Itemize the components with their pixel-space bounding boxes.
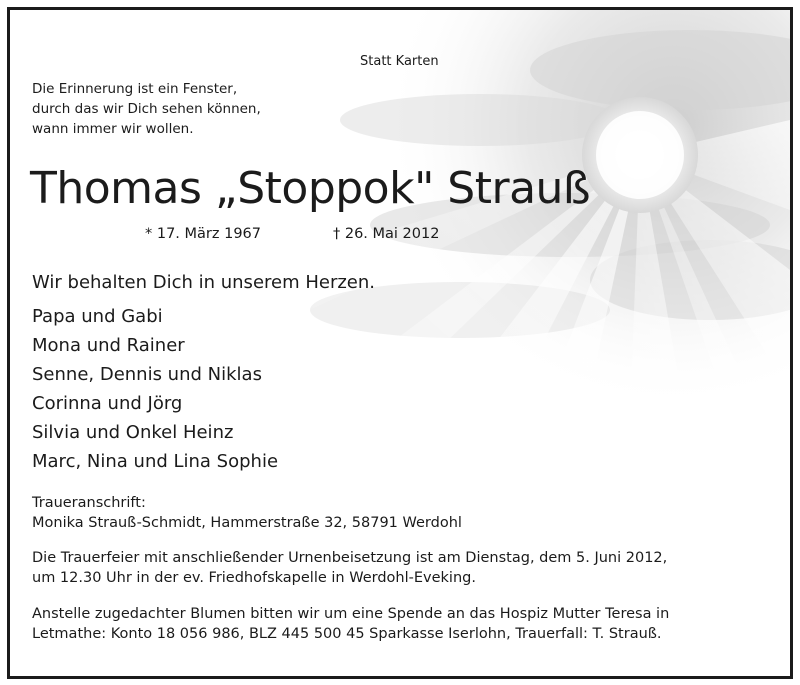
service-line: Die Trauerfeier mit anschließender Urnenbeisetzung ist am Dienstag, dem 5. Juni 2012, bbox=[32, 550, 668, 566]
mourners-list bbox=[32, 302, 278, 476]
quote-line: Die Erinnerung ist ein Fenster, bbox=[32, 81, 238, 97]
donation-line: Letmathe: Konto 18 056 986, BLZ 445 500 45 Sparkasse Iserlohn, Trauerfall: T. Strauß. bbox=[32, 626, 662, 642]
address-value: Monika Strauß-Schmidt, Hammerstraße 32, 58791 Werdohl bbox=[32, 515, 462, 531]
service-line: um 12.30 Uhr in der ev. Friedhofskapelle in Werdohl-Eveking. bbox=[32, 570, 476, 586]
donation-request bbox=[32, 604, 669, 644]
list-item: Silvia und Onkel Heinz bbox=[32, 422, 234, 443]
funeral-service-info bbox=[32, 548, 667, 588]
memorial-quote bbox=[32, 79, 261, 139]
list-item: Marc, Nina und Lina Sophie bbox=[32, 451, 279, 472]
list-item: Corinna und Jörg bbox=[32, 393, 183, 414]
deceased-name: Thomas „Stoppok" Strauß bbox=[30, 163, 591, 214]
birth-date: * 17. März 1967 bbox=[145, 226, 262, 242]
list-item: Senne, Dennis und Niklas bbox=[32, 364, 262, 385]
quote-line: durch das wir Dich sehen können, bbox=[32, 101, 261, 117]
death-date: † 26. Mai 2012 bbox=[333, 226, 440, 242]
donation-line: Anstelle zugedachter Blumen bitten wir um eine Spende an das Hospiz Mutter Teresa in bbox=[32, 606, 670, 622]
obituary-notice bbox=[7, 7, 793, 679]
mourning-address bbox=[32, 493, 462, 533]
condolence-message: Wir behalten Dich in unserem Herzen. bbox=[32, 272, 376, 293]
list-item: Mona und Rainer bbox=[32, 335, 185, 356]
address-label: Traueranschrift: bbox=[32, 495, 146, 511]
list-item: Papa und Gabi bbox=[32, 306, 163, 327]
quote-line: wann immer wir wollen. bbox=[32, 121, 194, 137]
statt-karten-label: Statt Karten bbox=[360, 54, 439, 69]
